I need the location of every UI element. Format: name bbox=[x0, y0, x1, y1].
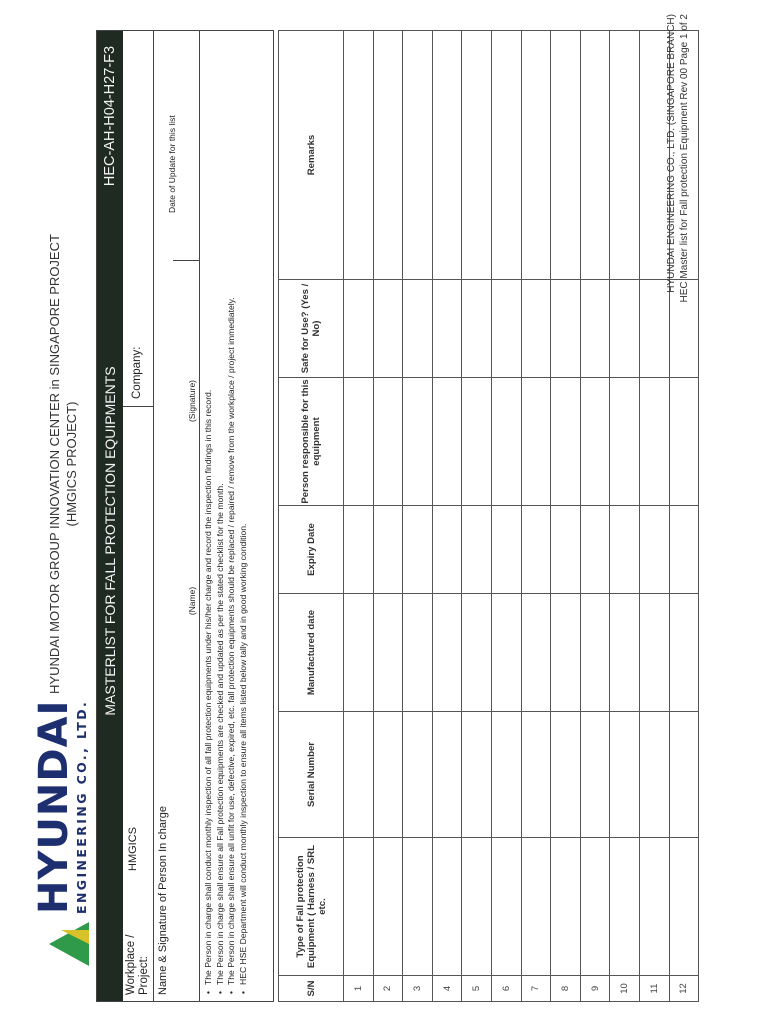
table-cell[interactable] bbox=[344, 378, 374, 506]
instruction-item: • The Person in charge shall ensure all unfit for use, defective, expired, etc. fall protection equipments should be replaced / repaired / remove from the workplace / project immediately. bbox=[226, 37, 238, 985]
table-cell[interactable] bbox=[521, 506, 551, 594]
table-cell[interactable] bbox=[639, 712, 669, 838]
table-row bbox=[580, 31, 610, 1002]
table-cell[interactable] bbox=[639, 280, 669, 378]
table-cell[interactable] bbox=[669, 378, 699, 506]
document-code: HEC-AH-H04-H27-F3 bbox=[102, 45, 118, 187]
company-label: Company: bbox=[131, 346, 143, 399]
table-cell[interactable] bbox=[521, 280, 551, 378]
table-cell[interactable] bbox=[432, 31, 462, 280]
table-cell[interactable] bbox=[551, 594, 581, 712]
table-cell[interactable] bbox=[403, 280, 433, 378]
row-serial-number: 4 bbox=[432, 976, 462, 1002]
table-cell[interactable] bbox=[491, 712, 521, 838]
table-cell[interactable] bbox=[403, 506, 433, 594]
table-cell[interactable] bbox=[551, 506, 581, 594]
table-cell[interactable] bbox=[403, 712, 433, 838]
project-title bbox=[46, 194, 80, 734]
table-cell[interactable] bbox=[432, 280, 462, 378]
header-expiry-date: Expiry Date bbox=[279, 506, 344, 594]
row-serial-number: 8 bbox=[551, 976, 581, 1002]
instruction-item: • HEC HSE Department will conduct monthly inspection to ensure all items listed below tally and in good working condition. bbox=[238, 37, 250, 985]
table-cell[interactable] bbox=[403, 838, 433, 976]
table-cell[interactable] bbox=[432, 506, 462, 594]
table-cell[interactable] bbox=[432, 378, 462, 506]
table-cell[interactable] bbox=[491, 838, 521, 976]
signature-caption: (Signature) bbox=[187, 379, 197, 423]
table-cell[interactable] bbox=[580, 838, 610, 976]
table-cell[interactable] bbox=[669, 506, 699, 594]
project-title-line2: (HMGICS PROJECT) bbox=[64, 401, 79, 527]
table-cell[interactable] bbox=[610, 838, 640, 976]
divider bbox=[123, 406, 153, 407]
divider bbox=[173, 260, 199, 261]
table-cell[interactable] bbox=[580, 594, 610, 712]
row-serial-number: 2 bbox=[373, 976, 403, 1002]
table-cell[interactable] bbox=[610, 31, 640, 280]
table-cell[interactable] bbox=[580, 31, 610, 280]
table-cell[interactable] bbox=[639, 506, 669, 594]
table-cell[interactable] bbox=[580, 280, 610, 378]
table-row bbox=[462, 31, 492, 1002]
table-header-row bbox=[279, 31, 344, 1002]
table-cell[interactable] bbox=[491, 280, 521, 378]
row-serial-number: 9 bbox=[580, 976, 610, 1002]
table-cell[interactable] bbox=[344, 712, 374, 838]
table-row bbox=[373, 31, 403, 1002]
instruction-item: • The Person in charge shall ensure all Fall protection equipments are checked and updated as per the stated checklist for the month. bbox=[215, 37, 227, 985]
table-cell[interactable] bbox=[373, 506, 403, 594]
table-cell[interactable] bbox=[521, 378, 551, 506]
table-cell[interactable] bbox=[403, 378, 433, 506]
table-cell[interactable] bbox=[462, 280, 492, 378]
row-serial-number: 1 bbox=[344, 976, 374, 1002]
row-serial-number: 10 bbox=[610, 976, 640, 1002]
table-cell[interactable] bbox=[462, 506, 492, 594]
table-row bbox=[521, 31, 551, 1002]
footer-company: HYUNDAI ENGINEERING CO., LTD. (SINGAPORE BRANCH) bbox=[666, 14, 677, 293]
table-cell[interactable] bbox=[462, 378, 492, 506]
workplace-label: Workplace / Project: bbox=[125, 934, 150, 995]
table-cell[interactable] bbox=[462, 838, 492, 976]
title-bar bbox=[97, 31, 123, 1001]
table-cell[interactable] bbox=[551, 31, 581, 280]
table-cell[interactable] bbox=[344, 838, 374, 976]
table-cell[interactable] bbox=[669, 712, 699, 838]
table-cell[interactable] bbox=[521, 838, 551, 976]
row-serial-number: 5 bbox=[462, 976, 492, 1002]
table-cell[interactable] bbox=[403, 31, 433, 280]
logo-wordmark: HYUNDAI bbox=[31, 699, 77, 914]
name-caption: (Name) bbox=[187, 586, 197, 616]
table-cell[interactable] bbox=[373, 838, 403, 976]
header-serial-number: Serial Number bbox=[279, 712, 344, 838]
form-title: MASTERLIST FOR FALL PROTECTION EQUIPMENTS bbox=[102, 366, 118, 716]
table-cell[interactable] bbox=[373, 712, 403, 838]
logo-subtitle: ENGINEERING CO., LTD. bbox=[74, 699, 89, 914]
table-cell[interactable] bbox=[551, 280, 581, 378]
table-cell[interactable] bbox=[610, 594, 640, 712]
table-row bbox=[432, 31, 462, 1002]
table-cell[interactable] bbox=[639, 838, 669, 976]
table-cell[interactable] bbox=[610, 280, 640, 378]
table-cell[interactable] bbox=[639, 594, 669, 712]
table-cell[interactable] bbox=[373, 280, 403, 378]
table-row bbox=[551, 31, 581, 1002]
instructions bbox=[201, 31, 251, 1001]
header-remarks: Remarks bbox=[279, 31, 344, 280]
row-serial-number: 7 bbox=[521, 976, 551, 1002]
table-cell[interactable] bbox=[432, 712, 462, 838]
table-cell[interactable] bbox=[462, 712, 492, 838]
table-cell[interactable] bbox=[639, 31, 669, 280]
table-cell[interactable] bbox=[610, 506, 640, 594]
table-row bbox=[403, 31, 433, 1002]
footer-document-info: HEC Master list for Fall protection Equipment Rev 00 Page 1 of 2 bbox=[678, 14, 690, 303]
header-person-responsible: Person responsible for this equipment bbox=[279, 378, 344, 506]
project-title-line1: HYUNDAI MOTOR GROUP INNOVATION CENTER in SINGAPORE PROJECT bbox=[47, 234, 62, 694]
table-cell[interactable] bbox=[669, 838, 699, 976]
table-cell[interactable] bbox=[580, 712, 610, 838]
table-cell[interactable] bbox=[580, 506, 610, 594]
table-cell[interactable] bbox=[491, 506, 521, 594]
table-cell[interactable] bbox=[462, 594, 492, 712]
table-cell[interactable] bbox=[580, 378, 610, 506]
table-cell[interactable] bbox=[432, 594, 462, 712]
instruction-item: • The Person in charge shall conduct monthly inspection of all fall protection equipments under his/her charge and record the inspection findings in this record. bbox=[203, 37, 215, 985]
workplace-row bbox=[123, 31, 154, 1001]
table-cell[interactable] bbox=[432, 838, 462, 976]
table-cell[interactable] bbox=[403, 594, 433, 712]
table-cell[interactable] bbox=[491, 594, 521, 712]
table-cell[interactable] bbox=[521, 31, 551, 280]
person-in-charge-label: Name & Signature of Person In charge bbox=[157, 806, 169, 995]
table-cell[interactable] bbox=[373, 594, 403, 712]
table-cell[interactable] bbox=[551, 838, 581, 976]
table-cell[interactable] bbox=[639, 378, 669, 506]
table-cell[interactable] bbox=[344, 506, 374, 594]
workplace-value: HMGICS bbox=[127, 827, 139, 871]
header-safe-for-use: Safe for Use? (Yes / No) bbox=[279, 280, 344, 378]
table-row bbox=[639, 31, 669, 1002]
form-header bbox=[96, 30, 274, 1002]
table-cell[interactable] bbox=[491, 378, 521, 506]
page-footer bbox=[666, 14, 691, 334]
header-equipment-type: Type of Fall protection Equipment ( Harness / SRL etc. bbox=[279, 838, 344, 976]
header-sn: S/N bbox=[279, 976, 344, 1002]
table-row bbox=[491, 31, 521, 1002]
table-cell[interactable] bbox=[610, 378, 640, 506]
table-cell[interactable] bbox=[344, 594, 374, 712]
row-serial-number: 6 bbox=[491, 976, 521, 1002]
table-cell[interactable] bbox=[491, 31, 521, 280]
table-row bbox=[610, 31, 640, 1002]
table-cell[interactable] bbox=[344, 280, 374, 378]
table-cell[interactable] bbox=[373, 31, 403, 280]
row-serial-number: 3 bbox=[403, 976, 433, 1002]
logo-triangle-icon bbox=[49, 922, 89, 966]
table-cell[interactable] bbox=[462, 31, 492, 280]
table-cell[interactable] bbox=[521, 712, 551, 838]
row-serial-number: 12 bbox=[669, 976, 699, 1002]
company-logo bbox=[31, 699, 89, 966]
table-cell[interactable] bbox=[551, 378, 581, 506]
table-cell[interactable] bbox=[521, 594, 551, 712]
row-serial-number: 11 bbox=[639, 976, 669, 1002]
table-cell[interactable] bbox=[551, 712, 581, 838]
table-cell[interactable] bbox=[610, 712, 640, 838]
equipment-table bbox=[278, 30, 699, 1002]
table-cell[interactable] bbox=[344, 31, 374, 280]
table-row bbox=[344, 31, 374, 1002]
date-of-update-label: Date of Update for this list bbox=[167, 115, 177, 213]
header-manufactured-date: Manufactured date bbox=[279, 594, 344, 712]
table-cell[interactable] bbox=[373, 378, 403, 506]
person-row bbox=[153, 31, 200, 1001]
table-cell[interactable] bbox=[669, 594, 699, 712]
